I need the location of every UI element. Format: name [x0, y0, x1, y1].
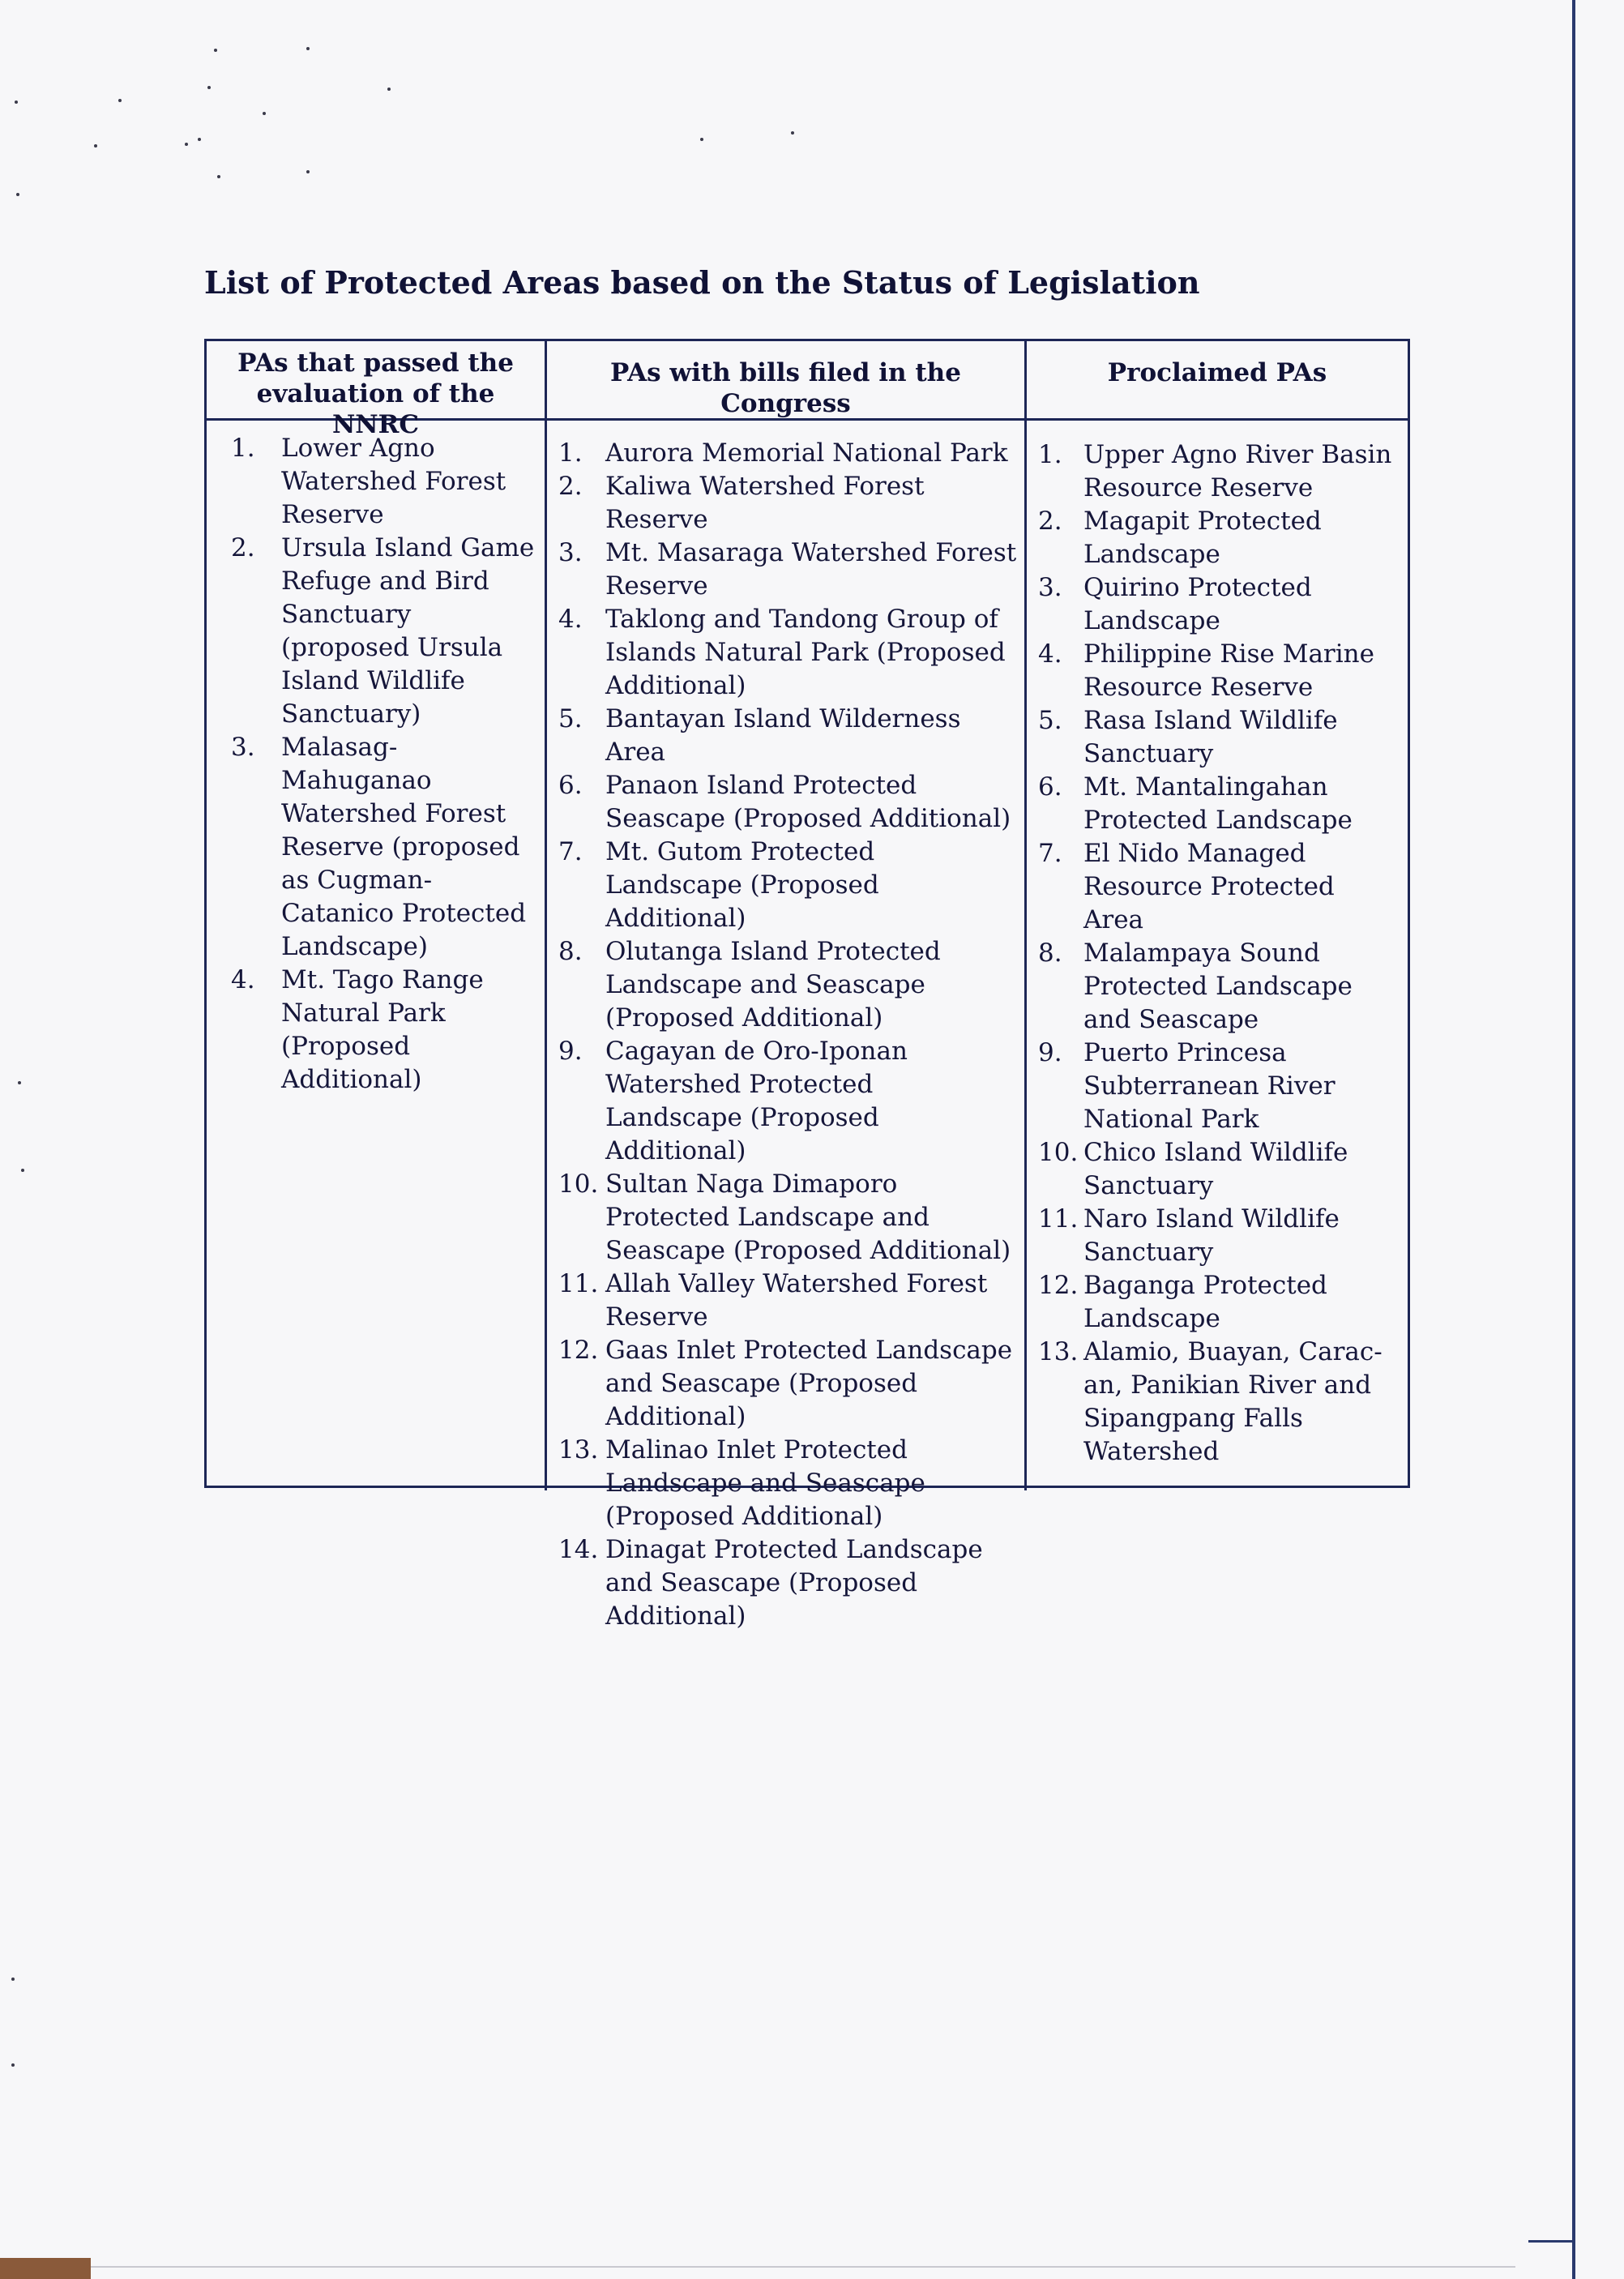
item-number: 1.: [1038, 440, 1062, 469]
list-item: [207, 731, 538, 964]
item-number: 2.: [231, 533, 255, 562]
item-number: 12.: [558, 1336, 599, 1365]
list-item: [547, 1334, 1018, 1434]
list-item: [547, 1268, 1018, 1334]
item-number: 8.: [1038, 939, 1062, 968]
column-passed-nnrc: [207, 421, 547, 1490]
scan-speck: [11, 1978, 15, 1981]
item-text: Rasa Island Wildlife Sanctuary: [1083, 706, 1338, 768]
list-item: [1027, 771, 1401, 837]
item-number: 13.: [1038, 1337, 1079, 1366]
item-number: 6.: [558, 771, 583, 800]
list-item: [1027, 505, 1401, 571]
item-text: Malasag-Mahuganao Watershed Forest Reserve (proposed as Cugman-Catanico Protected Landscape): [281, 733, 527, 961]
header-passed-nnrc: PAs that passed the evaluation of the NNRC: [207, 341, 547, 421]
corner-shadow: [0, 2258, 91, 2279]
item-text: Mt. Mantalingahan Protected Landscape: [1083, 772, 1353, 835]
item-text: Chico Island Wildlife Sanctuary: [1083, 1138, 1348, 1200]
list-item: [207, 432, 538, 532]
list-item: [547, 1168, 1018, 1268]
item-text: Cagayan de Oro-Iponan Watershed Protected Landscape (Proposed Additional): [605, 1037, 908, 1165]
item-text: Taklong and Tandong Group of Islands Natural Park (Proposed Additional): [605, 605, 1006, 700]
item-number: 1.: [558, 438, 583, 468]
item-text: Dinagat Protected Landscape and Seascape (Proposed Additional): [605, 1535, 983, 1631]
scan-speck: [700, 138, 703, 141]
item-text: Gaas Inlet Protected Landscape and Seascape (Proposed Additional): [605, 1336, 1013, 1431]
list-item: [547, 437, 1018, 470]
item-text: Malampaya Sound Protected Landscape and Seascape: [1083, 939, 1353, 1034]
proclaimed-list: [1027, 421, 1408, 1469]
list-item: [1027, 937, 1401, 1037]
item-number: 3.: [558, 538, 583, 567]
scan-speck: [387, 88, 391, 91]
list-item: [207, 964, 538, 1097]
item-text: Magapit Protected Landscape: [1083, 507, 1322, 569]
item-number: 7.: [558, 837, 583, 866]
list-item: [1027, 571, 1401, 638]
item-text: El Nido Managed Resource Protected Area: [1083, 839, 1335, 934]
list-item: [547, 935, 1018, 1035]
item-number: 7.: [1038, 839, 1062, 868]
item-number: 11.: [558, 1269, 599, 1298]
scan-speck: [791, 131, 794, 135]
list-item: [1027, 438, 1401, 505]
item-text: Olutanga Island Protected Landscape and Seascape (Proposed Additional): [605, 937, 941, 1033]
item-text: Allah Valley Watershed Forest Reserve: [605, 1269, 988, 1332]
list-item: [1027, 1203, 1401, 1269]
list-item: [547, 603, 1018, 703]
scan-speck: [11, 2063, 15, 2067]
list-item: [547, 537, 1018, 603]
scan-speck: [16, 193, 19, 196]
list-item: [1027, 638, 1401, 704]
item-text: Sultan Naga Dimaporo Protected Landscape and Seascape (Proposed Additional): [605, 1169, 1011, 1265]
item-number: 5.: [558, 704, 583, 733]
column-proclaimed: [1027, 421, 1408, 1490]
list-item: [547, 1434, 1018, 1533]
item-text: Panaon Island Protected Seascape (Proposed Additional): [605, 771, 1011, 833]
item-number: 12.: [1038, 1271, 1079, 1300]
scan-speck: [198, 138, 201, 141]
item-number: 10.: [558, 1169, 599, 1199]
scan-speck: [185, 143, 188, 146]
item-number: 10.: [1038, 1138, 1079, 1167]
scan-speck: [18, 1081, 21, 1084]
item-text: Lower Agno Watershed Forest Reserve: [281, 434, 506, 529]
item-number: 9.: [1038, 1038, 1062, 1067]
item-text: Mt. Gutom Protected Landscape (Proposed Additional): [605, 837, 879, 933]
item-number: 9.: [558, 1037, 583, 1066]
item-number: 13.: [558, 1435, 599, 1464]
list-item: [1027, 1336, 1401, 1469]
item-number: 6.: [1038, 772, 1062, 802]
item-text: Mt. Masaraga Watershed Forest Reserve: [605, 538, 1017, 601]
list-item: [1027, 1037, 1401, 1136]
item-text: Aurora Memorial National Park: [605, 438, 1008, 468]
passed-nnrc-list: [207, 421, 545, 1097]
item-number: 5.: [1038, 706, 1062, 735]
scan-speck: [217, 175, 220, 178]
list-item: [1027, 837, 1401, 937]
list-item: [547, 470, 1018, 537]
item-number: 3.: [1038, 573, 1062, 602]
scan-speck: [94, 144, 97, 148]
item-number: 4.: [1038, 639, 1062, 669]
list-item: [547, 836, 1018, 935]
item-number: 2.: [558, 472, 583, 501]
item-text: Puerto Princesa Subterranean River National Park: [1083, 1038, 1336, 1134]
item-number: 11.: [1038, 1204, 1079, 1234]
scan-speck: [214, 49, 217, 52]
page-edge-line: [1572, 0, 1575, 2279]
scan-speck: [207, 86, 211, 89]
scan-speck: [306, 47, 310, 50]
header-bills-filed: PAs with bills filed in the Congress: [547, 341, 1027, 421]
item-number: 8.: [558, 937, 583, 966]
item-text: Philippine Rise Marine Resource Reserve: [1083, 639, 1374, 702]
item-number: 2.: [1038, 507, 1062, 536]
list-item: [547, 1533, 1018, 1633]
scan-speck: [118, 99, 122, 102]
scan-speck: [263, 112, 266, 115]
protected-areas-table: [204, 339, 1410, 1631]
item-text: Baganga Protected Landscape: [1083, 1271, 1327, 1333]
item-text: Quirino Protected Landscape: [1083, 573, 1312, 635]
document-title: List of Protected Areas based on the Status of Legislation: [204, 264, 1200, 301]
item-number: 1.: [231, 434, 255, 463]
item-text: Upper Agno River Basin Resource Reserve: [1083, 440, 1392, 502]
list-item: [207, 532, 538, 731]
item-text: Mt. Tago Range Natural Park (Proposed Additional): [281, 965, 484, 1094]
list-item: [547, 769, 1018, 836]
item-text: Malinao Inlet Protected Landscape and Seascape (Proposed Additional): [605, 1435, 925, 1531]
item-number: 14.: [558, 1535, 599, 1564]
list-item: [1027, 1136, 1401, 1203]
item-number: 4.: [558, 605, 583, 634]
bills-filed-list: [547, 421, 1024, 1633]
item-text: Kaliwa Watershed Forest Reserve: [605, 472, 925, 534]
item-text: Bantayan Island Wilderness Area: [605, 704, 961, 767]
item-number: 3.: [231, 733, 255, 762]
item-text: Alamio, Buayan, Carac-an, Panikian River and Sipangpang Falls Watershed: [1083, 1337, 1383, 1466]
page-edge-tick: [1528, 2240, 1572, 2243]
list-item: [1027, 1269, 1401, 1336]
header-proclaimed: Proclaimed PAs: [1027, 341, 1408, 421]
item-number: 4.: [231, 965, 255, 994]
list-item: [1027, 704, 1401, 771]
scan-speck: [15, 100, 18, 104]
scan-speck: [306, 170, 310, 173]
item-text: Ursula Island Game Refuge and Bird Sanctuary (proposed Ursula Island Wildlife Sanctuary): [281, 533, 535, 729]
column-bills-filed: [547, 421, 1027, 1631]
scan-speck: [21, 1169, 24, 1172]
list-item: [547, 703, 1018, 769]
item-text: Naro Island Wildlife Sanctuary: [1083, 1204, 1340, 1267]
list-item: [547, 1035, 1018, 1168]
page-bottom-line: [89, 2266, 1515, 2268]
